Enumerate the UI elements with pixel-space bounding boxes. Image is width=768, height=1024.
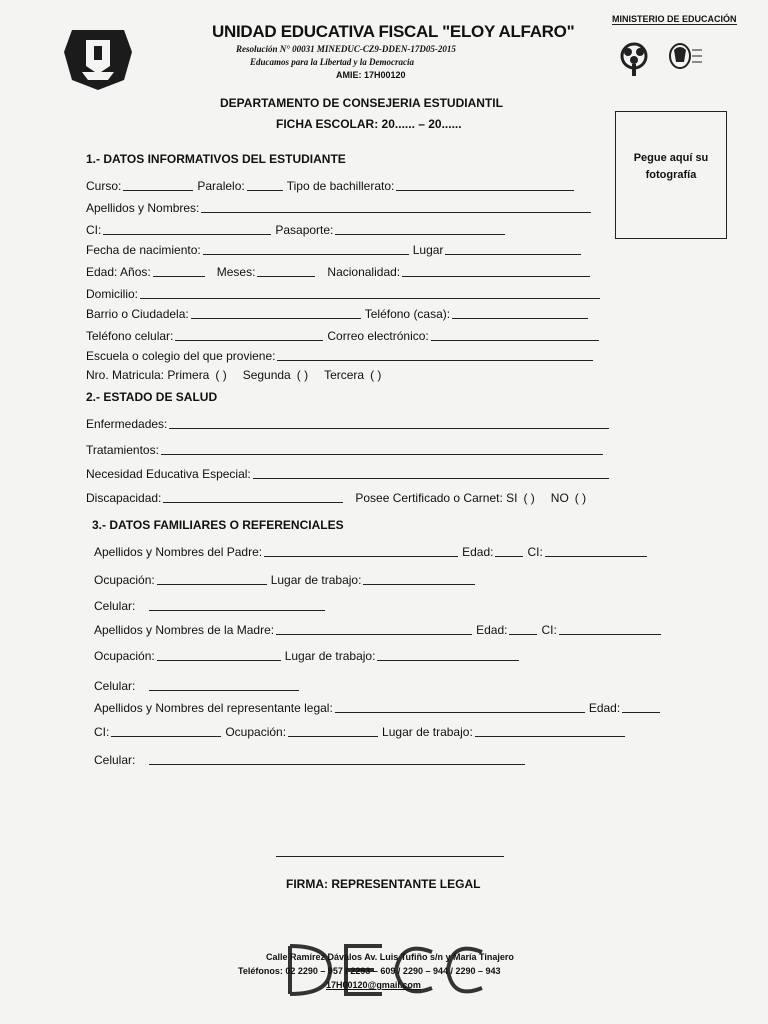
footer-address: Calle Ramírez Dávalos Av. Luis Tufiño s/n y María Tinajero (266, 952, 514, 962)
representante-ocupacion-field[interactable] (288, 724, 378, 737)
domicilio-label: Domicilio: (86, 287, 139, 301)
tercera-checkbox[interactable]: ( ) (370, 368, 382, 382)
representante-celular-field[interactable] (149, 752, 525, 765)
fecha-field[interactable] (203, 242, 409, 255)
row-apellidos (86, 200, 595, 215)
matricula-label: Nro. Matricula: Primera (86, 368, 210, 382)
edad-label: Edad: Años: (86, 265, 151, 279)
enfermedades-field[interactable] (169, 416, 609, 429)
bachillerato-field[interactable] (396, 178, 574, 191)
madre-celular-label: Celular: (94, 679, 136, 693)
padre-ci-label: CI: (527, 545, 543, 559)
representante-ci-field[interactable] (111, 724, 221, 737)
paralelo-label: Paralelo: (197, 179, 245, 193)
nacionalidad-field[interactable] (402, 264, 590, 277)
representante-ci-label: CI: (94, 725, 110, 739)
photo-instruction: Pegue aquí su fotografía (633, 152, 709, 181)
ministry-label: MINISTERIO DE EDUCACIÓN (612, 14, 737, 24)
apellidos-label: Apellidos y Nombres: (86, 201, 200, 215)
madre-edad-label: Edad: (476, 623, 508, 637)
row-edad (86, 264, 594, 279)
telefono-celular-label: Teléfono celular: (86, 329, 174, 343)
apellidos-field[interactable] (201, 200, 591, 213)
representante-ocupacion-label: Ocupación: (225, 725, 287, 739)
meses-field[interactable] (257, 264, 315, 277)
row-tratamientos (86, 442, 607, 457)
correo-label: Correo electrónico: (327, 329, 429, 343)
row-curso (86, 178, 578, 193)
department-title: DEPARTAMENTO DE CONSEJERIA ESTUDIANTIL (220, 96, 503, 110)
edad-field[interactable] (153, 264, 205, 277)
padre-edad-label: Edad: (462, 545, 494, 559)
fecha-label: Fecha de nacimiento: (86, 243, 201, 257)
madre-field[interactable] (276, 622, 472, 635)
madre-ocupacion-label: Ocupación: (94, 649, 155, 663)
certificado-no-checkbox[interactable]: ( ) (574, 491, 587, 505)
section2-title: 2.- ESTADO DE SALUD (86, 390, 218, 404)
curso-field[interactable] (123, 178, 193, 191)
nacionalidad-label: Nacionalidad: (327, 265, 401, 279)
tratamientos-label: Tratamientos: (86, 443, 159, 457)
section1-title: 1.- DATOS INFORMATIVOS DEL ESTUDIANTE (86, 152, 346, 166)
correo-field[interactable] (431, 328, 599, 341)
row-representante-celular (94, 752, 529, 767)
representante-field[interactable] (335, 700, 585, 713)
padre-celular-label: Celular: (94, 599, 136, 613)
curso-label: Curso: (86, 179, 122, 193)
telefono-casa-field[interactable] (452, 306, 588, 319)
madre-ocupacion-field[interactable] (157, 648, 281, 661)
row-escuela (86, 348, 597, 363)
section3-title: 3.- DATOS FAMILIARES O REFERENCIALES (92, 518, 344, 532)
primera-checkbox[interactable]: ( ) (215, 368, 227, 382)
representante-edad-field[interactable] (622, 700, 660, 713)
madre-ci-label: CI: (541, 623, 557, 637)
tercera-label: Tercera (324, 368, 365, 382)
row-matricula (86, 368, 387, 382)
row-representante (94, 700, 664, 715)
school-name: UNIDAD EDUCATIVA FISCAL "ELOY ALFARO" (212, 22, 575, 41)
motto-text: Educamos para la Libertad y la Democracia (250, 57, 414, 67)
amie-code: AMIE: 17H00120 (336, 70, 406, 80)
bachillerato-label: Tipo de bachillerato: (286, 179, 395, 193)
pasaporte-label: Pasaporte: (275, 223, 334, 237)
certificado-label: Posee Certificado o Carnet: SI (355, 491, 518, 505)
row-celular (86, 328, 603, 343)
representante-label: Apellidos y Nombres del representante legal: (94, 701, 333, 715)
paralelo-field[interactable] (247, 178, 283, 191)
row-madre (94, 622, 665, 637)
row-discapacidad (86, 490, 592, 505)
signature-label: FIRMA: REPRESENTANTE LEGAL (286, 877, 481, 891)
madre-lugar-field[interactable] (377, 648, 519, 661)
padre-field[interactable] (264, 544, 458, 557)
escuela-field[interactable] (277, 348, 593, 361)
certificado-si-checkbox[interactable]: ( ) (523, 491, 535, 505)
padre-edad-field[interactable] (495, 544, 523, 557)
meses-label: Meses: (216, 265, 256, 279)
footer-email[interactable]: 17H00120@gmail.com (326, 980, 421, 990)
telefono-casa-label: Teléfono (casa): (364, 307, 451, 321)
escuela-label: Escuela o colegio del que proviene: (86, 349, 276, 363)
row-madre-celular (94, 678, 303, 693)
padre-lugar-field[interactable] (363, 572, 475, 585)
row-fecha (86, 242, 585, 257)
row-representante-ci (94, 724, 629, 739)
ci-label: CI: (86, 223, 102, 237)
row-barrio (86, 306, 592, 321)
domicilio-field[interactable] (140, 286, 600, 299)
padre-label: Apellidos y Nombres del Padre: (94, 545, 263, 559)
padre-ci-field[interactable] (545, 544, 647, 557)
resolution-text: Resolución N° 00031 MINEDUC-CZ9-DDEN-17D05-2015 (236, 44, 456, 54)
barrio-label: Barrio o Ciudadela: (86, 307, 189, 321)
row-ci (86, 222, 509, 237)
signature-line[interactable] (276, 856, 504, 857)
representante-lugar-label: Lugar de trabajo: (382, 725, 473, 739)
madre-lugar-label: Lugar de trabajo: (284, 649, 376, 663)
padre-lugar-label: Lugar de trabajo: (270, 573, 362, 587)
photo-box[interactable] (615, 111, 727, 239)
enfermedades-label: Enfermedades: (86, 417, 168, 431)
segunda-checkbox[interactable]: ( ) (296, 368, 309, 382)
row-necesidad (86, 466, 613, 481)
segunda-label: Segunda (242, 368, 291, 382)
school-crest-icon (62, 22, 134, 92)
representante-celular-label: Celular: (94, 753, 136, 767)
madre-edad-field[interactable] (509, 622, 537, 635)
padre-ocupacion-label: Ocupación: (94, 573, 155, 587)
necesidad-field[interactable] (253, 466, 609, 479)
madre-label: Apellidos y Nombres de la Madre: (94, 623, 275, 637)
tree-emblem-icon (614, 40, 654, 80)
representante-lugar-field[interactable] (475, 724, 625, 737)
row-domicilio (86, 286, 604, 301)
pasaporte-field[interactable] (335, 222, 505, 235)
barrio-field[interactable] (191, 306, 361, 319)
padre-celular-field[interactable] (149, 598, 325, 611)
row-padre-celular (94, 598, 329, 613)
discapacidad-field[interactable] (163, 490, 343, 503)
row-padre (94, 544, 651, 559)
ci-field[interactable] (103, 222, 271, 235)
tratamientos-field[interactable] (161, 442, 603, 455)
row-enfermedades (86, 416, 613, 431)
row-padre-ocupacion (94, 572, 479, 587)
telefono-celular-field[interactable] (175, 328, 323, 341)
lugar-label: Lugar (412, 243, 444, 257)
madre-celular-field[interactable] (149, 678, 299, 691)
representante-edad-label: Edad: (588, 701, 621, 715)
lugar-field[interactable] (445, 242, 581, 255)
form-title: FICHA ESCOLAR: 20...... – 20...... (276, 117, 462, 131)
padre-ocupacion-field[interactable] (157, 572, 267, 585)
row-madre-ocupacion (94, 648, 523, 663)
madre-ci-field[interactable] (559, 622, 661, 635)
necesidad-label: Necesidad Educativa Especial: (86, 467, 251, 481)
discapacidad-label: Discapacidad: (86, 491, 162, 505)
national-seal-icon (664, 40, 704, 80)
footer-phones: Teléfonos: 02 2290 – 957 / 2293 – 609 / 2290 – 944 / 2290 – 943 (238, 966, 501, 976)
certificado-no-label: NO (550, 491, 569, 505)
